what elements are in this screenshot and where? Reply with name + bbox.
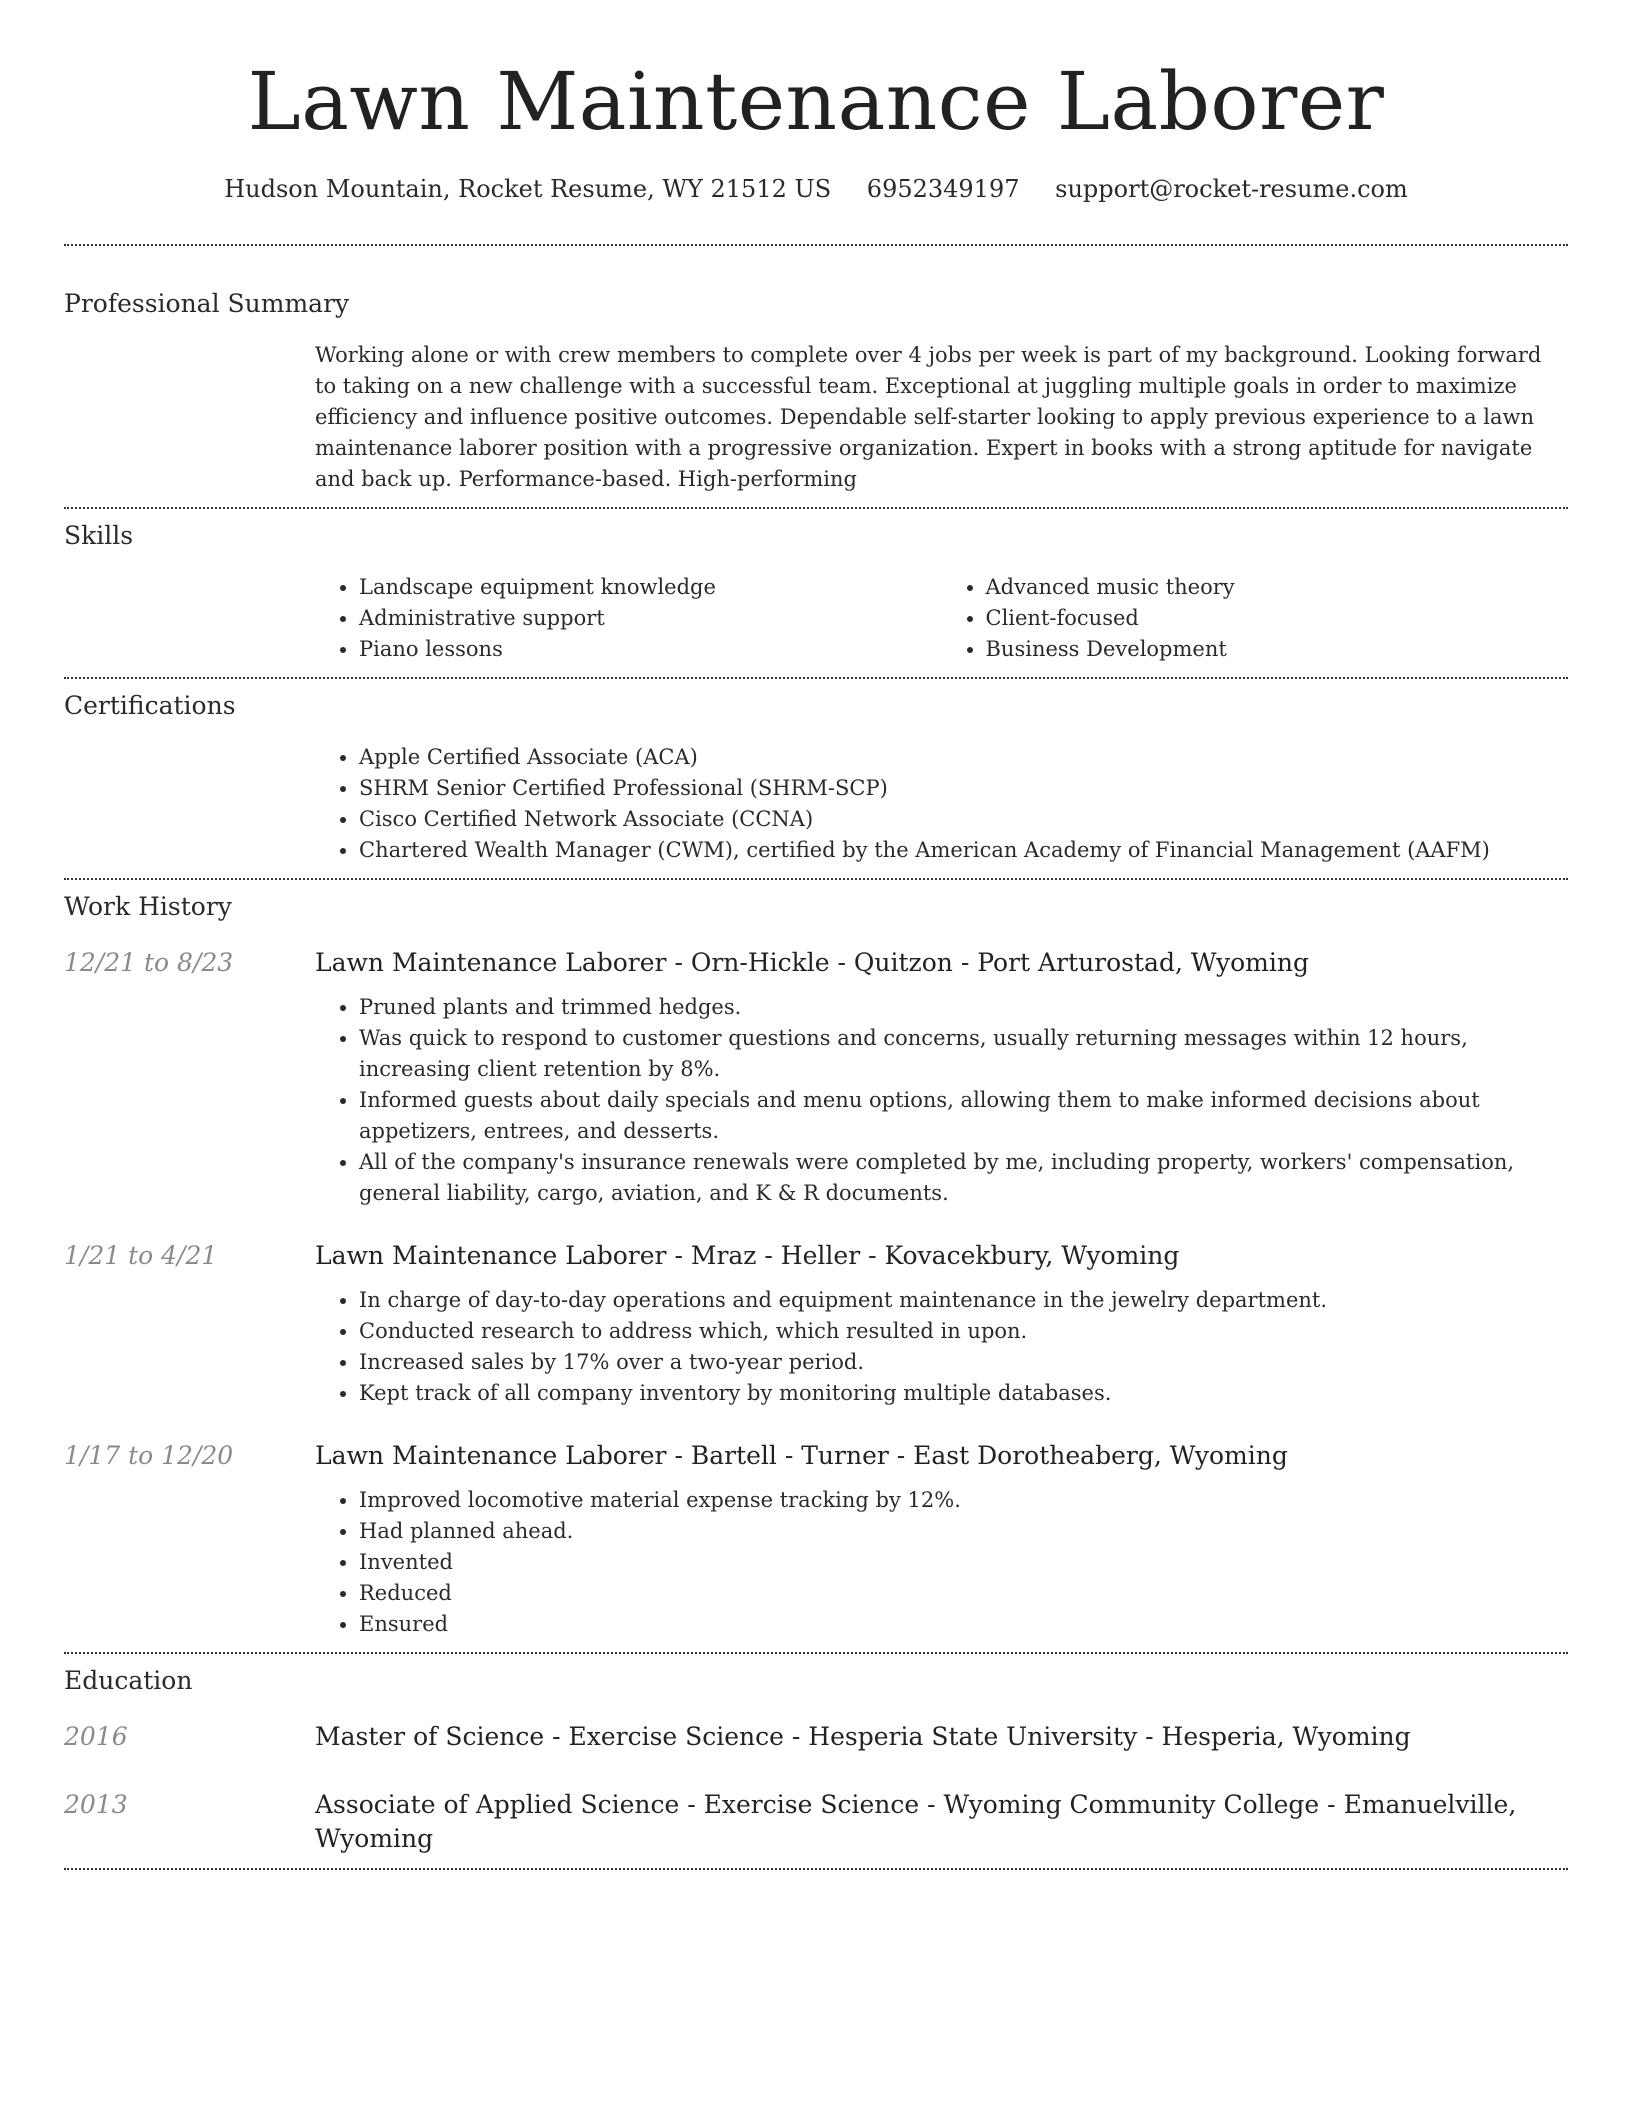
job-dates: 1/17 to 12/20 <box>64 1441 234 1470</box>
job-bullet: • Kept track of all company inventory by monitoring multiple databases. <box>359 1378 1568 1409</box>
job-bullet: • In charge of day-to-day operations and equipment maintenance in the jewelry department. <box>359 1285 1568 1316</box>
job-title: Lawn Maintenance Laborer - Mraz - Heller - Kovacekbury, Wyoming <box>315 1241 1180 1270</box>
section-title-certifications: Certifications <box>64 691 236 720</box>
job-dates: 12/21 to 8/23 <box>64 948 234 977</box>
certification-item: • SHRM Senior Certified Professional (SHRM-SCP) <box>359 773 1568 804</box>
education-entry <box>64 1720 1568 1754</box>
job-entry <box>64 1439 1568 1640</box>
job-bullet: • All of the company's insurance renewals were completed by me, including property, workers' compensation, general liability, cargo, aviation, and K & R documents. <box>359 1147 1568 1209</box>
job-bullet: • Pruned plants and trimmed hedges. <box>359 992 1568 1023</box>
skill-item: • Piano lessons <box>359 634 942 665</box>
skill-item: • Advanced music theory <box>986 572 1569 603</box>
section-title-work-history: Work History <box>64 892 232 921</box>
job-bullets <box>315 992 1568 1209</box>
section-title-skills: Skills <box>64 521 134 550</box>
section-certifications <box>64 679 1568 878</box>
job-bullet: • Had planned ahead. <box>359 1516 1568 1547</box>
resume-name: Lawn Maintenance Laborer <box>247 55 1385 148</box>
job-bullet: • Improved locomotive material expense tracking by 12%. <box>359 1485 1568 1516</box>
certifications-list <box>315 742 1568 866</box>
skills-column-left <box>315 572 942 665</box>
section-title-summary: Professional Summary <box>64 289 350 318</box>
job-bullets <box>315 1285 1568 1409</box>
job-entry <box>64 946 1568 1209</box>
contact-email[interactable]: support@rocket-resume.com <box>1055 175 1408 203</box>
skill-item: • Landscape equipment knowledge <box>359 572 942 603</box>
certification-item: • Cisco Certified Network Associate (CCNA) <box>359 804 1568 835</box>
job-dates: 1/21 to 4/21 <box>64 1241 218 1270</box>
job-bullet: • Increased sales by 17% over a two-year period. <box>359 1347 1568 1378</box>
skills-column-right <box>942 572 1569 665</box>
job-bullet: • Conducted research to address which, which resulted in upon. <box>359 1316 1568 1347</box>
job-bullet: • Ensured <box>359 1609 1568 1640</box>
section-education <box>64 1654 1568 1868</box>
job-bullet: • Invented <box>359 1547 1568 1578</box>
section-summary <box>64 246 1568 507</box>
education-year: 2016 <box>64 1722 128 1751</box>
summary-text: Working alone or with crew members to complete over 4 jobs per week is part of my background. Looking forward to taking on a new challenge with a successful team. Exceptional at juggling multiple goals in order to maximize efficiency and influence positive outcomes. Dependable self-starter looking to apply previous experience to a lawn maintenance laborer position with a progressive organization. Expert in books with a strong aptitude for navigate and back up. Performance-based. High-performing <box>315 343 1542 491</box>
job-bullet: • Reduced <box>359 1578 1568 1609</box>
education-degree: Master of Science - Exercise Science - Hesperia State University - Hesperia, Wyoming <box>315 1722 1411 1751</box>
skill-item: • Client-focused <box>986 603 1569 634</box>
education-degree: Associate of Applied Science - Exercise Science - Wyoming Community College - Emanuelville, Wyoming <box>315 1790 1517 1853</box>
job-title: Lawn Maintenance Laborer - Orn-Hickle - Quitzon - Port Arturostad, Wyoming <box>315 948 1309 977</box>
contact-phone: 6952349197 <box>866 175 1020 203</box>
contact-address: Hudson Mountain, Rocket Resume, WY 21512 US <box>224 175 832 203</box>
contact-line <box>64 172 1568 206</box>
skills-list <box>315 572 1568 665</box>
job-title: Lawn Maintenance Laborer - Bartell - Turner - East Dorotheaberg, Wyoming <box>315 1441 1288 1470</box>
certification-item: • Chartered Wealth Manager (CWM), certified by the American Academy of Financial Management (AAFM) <box>359 835 1568 866</box>
skill-item: • Administrative support <box>359 603 942 634</box>
job-bullet: • Informed guests about daily specials and menu options, allowing them to make informed decisions about appetizers, entrees, and desserts. <box>359 1085 1568 1147</box>
job-bullets <box>315 1485 1568 1640</box>
section-skills <box>64 509 1568 677</box>
section-title-education: Education <box>64 1666 193 1695</box>
divider <box>64 1868 1568 1870</box>
education-entry <box>64 1788 1568 1856</box>
section-work-history <box>64 880 1568 1652</box>
education-year: 2013 <box>64 1790 128 1819</box>
skill-item: • Business Development <box>986 634 1569 665</box>
certification-item: • Apple Certified Associate (ACA) <box>359 742 1568 773</box>
job-bullet: • Was quick to respond to customer questions and concerns, usually returning messages within 12 hours, increasing client retention by 8%. <box>359 1023 1568 1085</box>
job-entry <box>64 1239 1568 1409</box>
